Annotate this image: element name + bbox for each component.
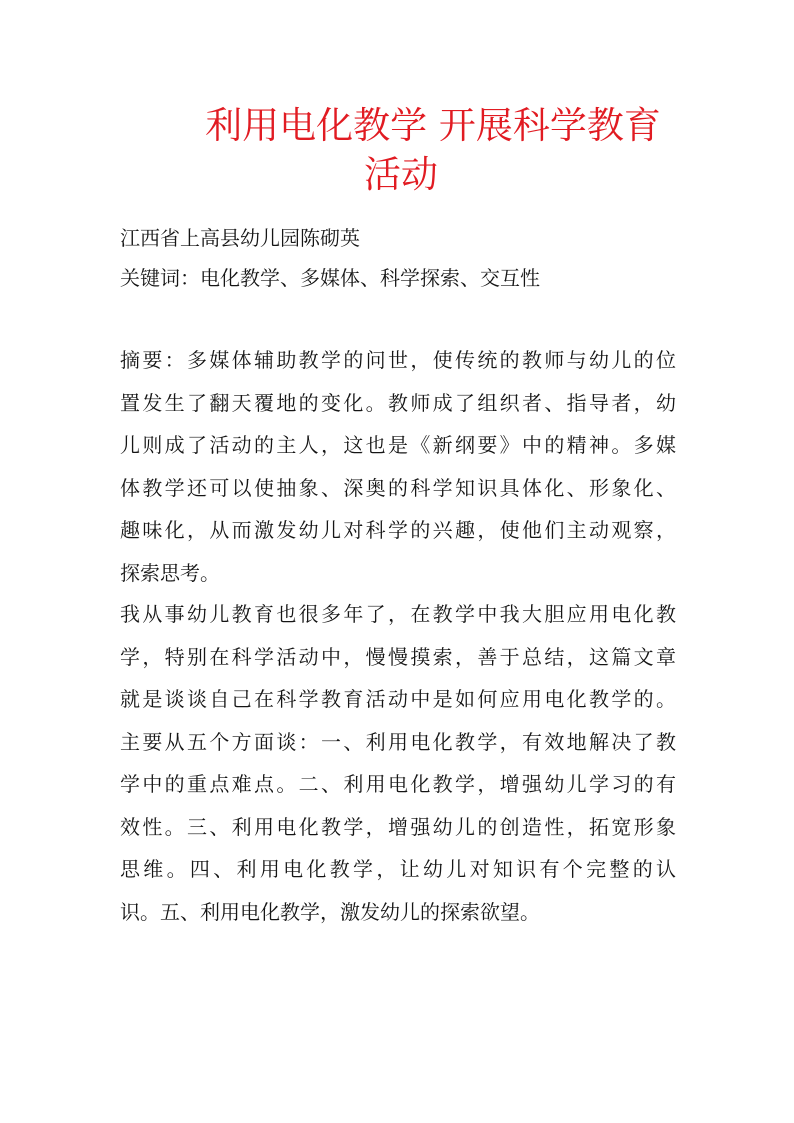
body-line: 就是谈谈自己在科学教育活动中是如何应用电化教学的。 bbox=[120, 687, 676, 711]
abstract-line: 趣味化，从而激发幼儿对科学的兴趣，使他们主动观察， bbox=[120, 518, 676, 542]
body-line: 识。五、利用电化教学，激发幼儿的探索欲望。 bbox=[120, 899, 540, 924]
author-line: 江西省上高县幼儿园陈砌英 bbox=[120, 226, 360, 250]
abstract-line: 儿则成了活动的主人，这也是《新纲要》中的精神。多媒 bbox=[120, 433, 676, 457]
abstract-line: 置发生了翻天覆地的变化。教师成了组织者、指导者，幼 bbox=[120, 390, 676, 415]
abstract-line: 探索思考。 bbox=[120, 560, 220, 585]
abstract-line: 摘要：多媒体辅助教学的问世，使传统的教师与幼儿的位 bbox=[120, 348, 676, 372]
keywords-line: 关键词：电化教学、多媒体、科学探索、交互性 bbox=[120, 266, 540, 290]
body-line: 我从事幼儿教育也很多年了，在教学中我大胆应用电化教 bbox=[120, 602, 676, 626]
document-title-line-1: 利用电化教学 开展科学教育 bbox=[205, 104, 661, 147]
body-line: 学，特别在科学活动中，慢慢摸索，善于总结，这篇文章 bbox=[120, 644, 676, 669]
body-paragraph bbox=[120, 604, 676, 944]
abstract-line: 体教学还可以使抽象、深奥的科学知识具体化、形象化、 bbox=[120, 475, 676, 500]
body-line: 主要从五个方面谈：一、利用电化教学，有效地解决了教 bbox=[120, 729, 676, 754]
body-line: 效性。三、利用电化教学，增强幼儿的创造性，拓宽形象 bbox=[120, 814, 676, 839]
body-line: 学中的重点难点。二、利用电化教学，增强幼儿学习的有 bbox=[120, 772, 676, 796]
abstract-paragraph bbox=[120, 350, 676, 605]
body-line: 思维。四、利用电化教学，让幼儿对知识有个完整的认 bbox=[120, 857, 676, 881]
document-title-line-2: 活动 bbox=[364, 153, 438, 196]
